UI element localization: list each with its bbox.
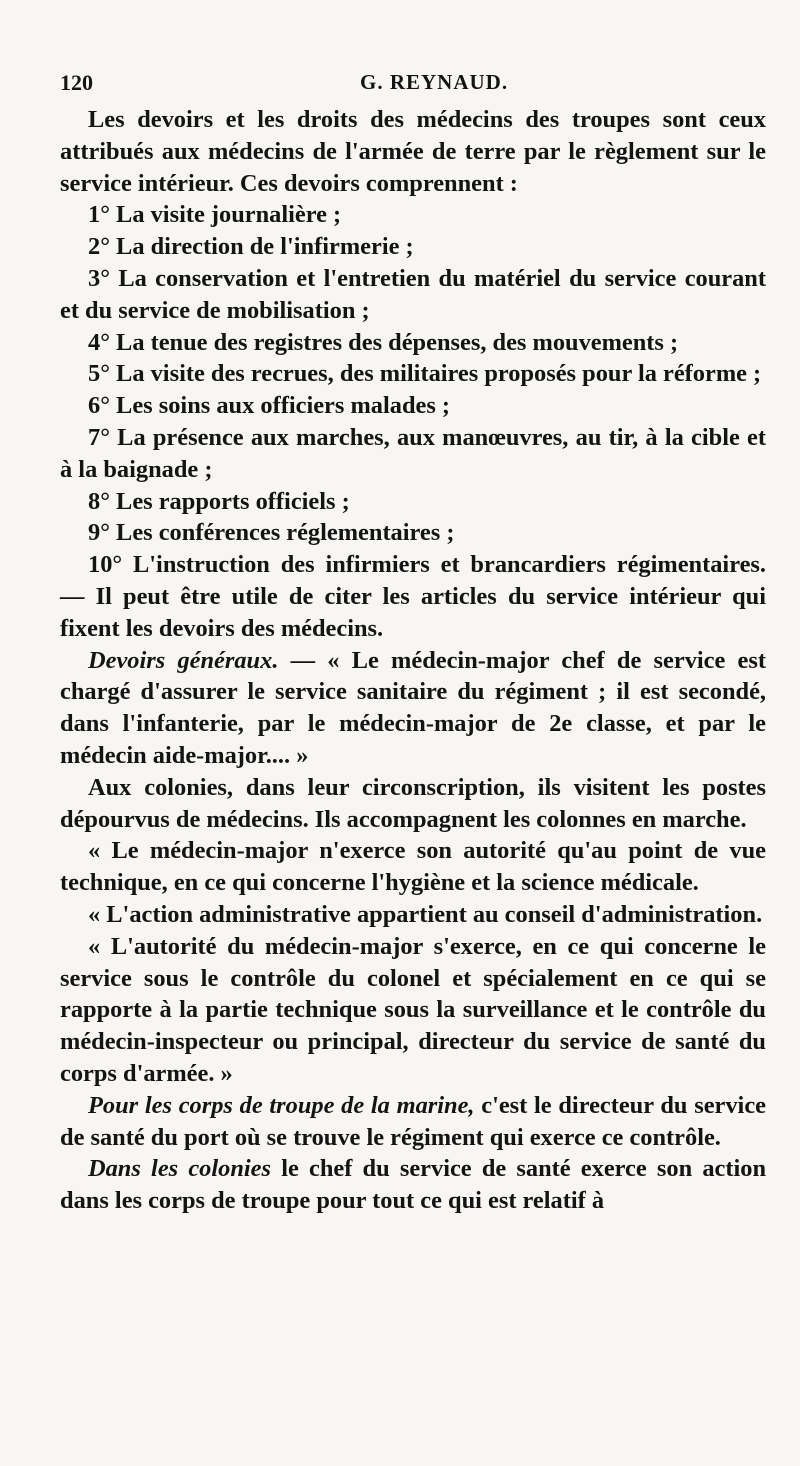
duty-item-2: 2° La direction de l'infirmerie ; [88,233,414,261]
dans-colonies-text: le chef du service de santé exerce son action dans les corps de troupe pour tout ce qui est relatif à [60,1155,767,1215]
dans-colonies-paragraph [60,1153,766,1217]
quote-paragraph-1: « Le médecin-major n'exerce son autorité qu'au point de vue technique, en ce qui concerne l'hygiène et la science médicale. [60,837,766,897]
devoirs-generaux-heading: Devoirs généraux. [88,646,279,674]
duty-item-4: 4° La tenue des registres des dépenses, des mouvements ; [88,328,679,356]
page-header [60,60,762,104]
duty-item-8: 8° Les rapports officiels ; [88,487,350,515]
duty-item-3: 3° La conservation et l'entretien du matériel du service courant et du service de mobilisation ; [60,264,766,324]
marine-heading: Pour les corps de troupe de la marine, [88,1091,475,1119]
marine-text: c'est le directeur du service de santé du port où se trouve le régiment qui exerce ce contrôle. [60,1091,766,1151]
devoirs-generaux-paragraph [60,645,766,772]
duty-item-9: 9° Les conférences réglementaires ; [88,519,455,547]
duty-item-5: 5° La visite des recrues, des militaires proposés pour la réforme ; [88,360,762,388]
colonies-paragraph: Aux colonies, dans leur circonscription, ils visitent les postes dépourvus de médecins. Ils accompagnent les colonnes en marche. [60,773,766,833]
duty-item-1: 1° La visite journalière ; [88,201,342,229]
dans-colonies-heading: Dans les colonies [88,1155,272,1183]
quote-paragraph-3: « L'autorité du médecin-major s'exerce, en ce qui concerne le service sous le contrôle du colonel et spécialement en ce qui se rapporte à la partie technique sous la surveillance et le contrôle du médecin-inspecteur ou principal, directeur du service de santé du corps d'armée. » [60,932,766,1087]
page-number: 120 [60,70,93,95]
running-head: G. REYNAUD. [360,70,509,94]
duty-item-7: 7° La présence aux marches, aux manœuvres, au tir, à la cible et à la baignade ; [60,423,766,483]
intro-paragraph: Les devoirs et les droits des médecins des troupes sont ceux attribués aux médecins de l'armée de terre par le règlement sur le service intérieur. Ces devoirs comprennent : [60,106,766,197]
duty-item-6: 6° Les soins aux officiers malades ; [88,392,451,420]
devoirs-generaux-text: — « Le médecin-major chef de service est chargé d'assurer le service sanitaire du régiment ; il est secondé, dans l'infanterie, par le médecin-major de 2e classe, et par le médecin aide-major.... » [60,646,766,769]
duty-item-10: 10° L'instruction des infirmiers et brancardiers régimentaires. — Il peut être utile de citer les articles du service intérieur qui fixent les devoirs des médecins. [60,551,766,642]
quote-paragraph-2: « L'action administrative appartient au conseil d'administration. [88,900,763,928]
marine-paragraph [60,1090,766,1154]
page-body [60,104,766,1217]
